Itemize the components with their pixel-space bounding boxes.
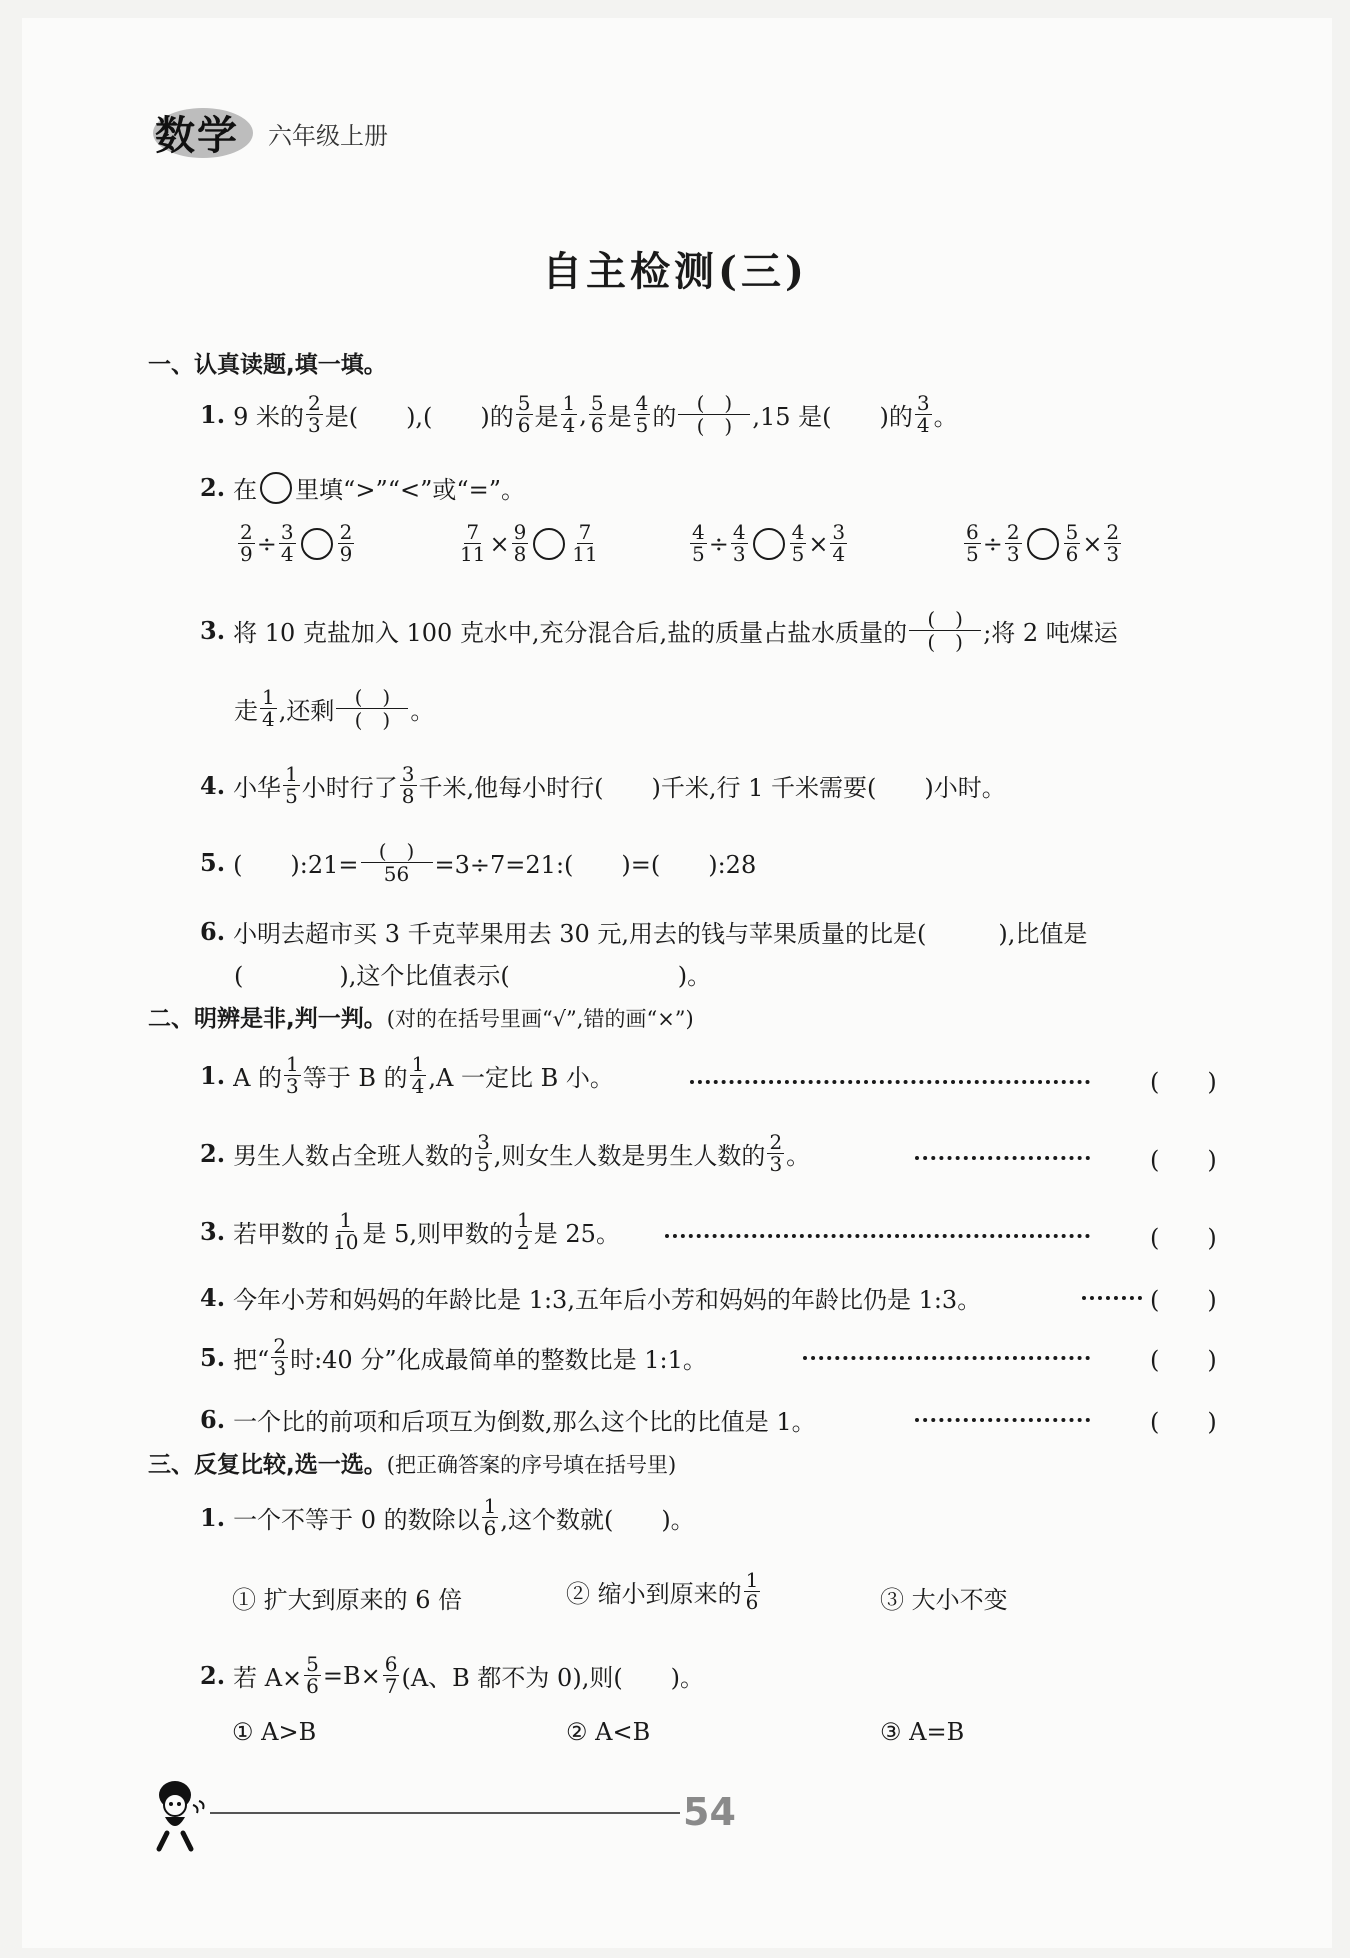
section-3-heading: 三、反复比较,选一选。(把正确答案的序号填在括号里)	[148, 1452, 677, 1478]
q-text: 小华	[233, 774, 282, 802]
answer-blank-fraction[interactable]: ( ) ( )	[336, 686, 408, 731]
q-text: 。	[933, 403, 958, 431]
s1-q4: 4. 小华 $\frac{1}{5}$ 小时行了 $\frac{3}{8}$ 千米,他每小时行( )千米,行 1 千米需要( )小时。	[200, 762, 1006, 808]
dot-leader	[1082, 1296, 1142, 1300]
dot-leader	[915, 1156, 1090, 1160]
q-text: 在	[233, 476, 258, 504]
q-text: 走	[234, 697, 258, 725]
q-text: 9 米的	[233, 403, 304, 431]
s2-q5: 5. 把“ $\frac{2}{3}$ 时:40 分”化成最简单的整数比是 1:1。	[200, 1334, 707, 1380]
footer-rule	[210, 1812, 680, 1814]
compare-circle[interactable]	[753, 528, 785, 560]
s1-q1	[200, 392, 958, 437]
s3-q2-option-3[interactable]: ③ A=B	[880, 1718, 965, 1746]
fraction: $\frac{5}{6}$	[590, 391, 604, 437]
answer-bracket[interactable]: ( )	[1150, 1408, 1217, 1436]
q-number: 5.	[200, 848, 226, 877]
q-text: 将 10 克盐加入 100 克水中,充分混合后,盐的质量占盐水质量的	[233, 619, 908, 647]
answer-bracket[interactable]: ( )	[1150, 1224, 1217, 1252]
q-number: 6.	[200, 917, 226, 946]
s3-q2: 2. 若 A× $\frac{5}{6}$ =B× $\frac{6}{7}$ (A、B 都不为 0),则( )。	[200, 1652, 705, 1698]
fraction: $\frac{5}{6}$	[517, 391, 531, 437]
s1-q6	[200, 914, 1087, 949]
page-number: 54	[683, 1790, 736, 1834]
q-text: 里填“>”“<”或“=”。	[295, 476, 526, 504]
q-text: ,	[579, 400, 587, 429]
compare-circle[interactable]	[1027, 528, 1059, 560]
s3-q1-option-2[interactable]: ② 缩小到原来的 $\frac{1}{6}$	[566, 1568, 759, 1614]
compare-circle[interactable]	[533, 528, 565, 560]
s2-q6: 6. 一个比的前项和后项互为倒数,那么这个比的比值是 1。	[200, 1405, 816, 1436]
q-text: 是	[607, 403, 632, 431]
fraction: $\frac{2}{3}$	[307, 391, 321, 437]
q-text: 的	[652, 403, 677, 431]
dot-leader	[690, 1080, 1090, 1084]
q-number: 1.	[200, 400, 226, 429]
q-text: 是	[534, 403, 559, 431]
compare-circle[interactable]	[301, 528, 333, 560]
circle-icon	[260, 472, 292, 504]
q-text: 。	[410, 697, 435, 725]
q-text: 千米,他每小时行( )千米,行 1 千米需要( )小时。	[418, 774, 1006, 802]
grade-label: 六年级上册	[268, 122, 388, 150]
s2-q2: 2. 男生人数占全班人数的 $\frac{3}{5}$ ,则女生人数是男生人数的 $\frac{2}{3}$ 。	[200, 1130, 811, 1176]
answer-bracket[interactable]: ( )	[1150, 1346, 1217, 1374]
section-2-note: (对的在括号里画“√”,错的画“×”)	[386, 1007, 694, 1031]
q-number: 2.	[200, 473, 226, 502]
dot-leader	[915, 1418, 1090, 1422]
q-text: =3÷7=21:( )=( ):28	[434, 851, 757, 879]
s3-q1-option-1[interactable]: ① 扩大到原来的 6 倍	[232, 1586, 463, 1614]
q-text: ,15 是( )的	[752, 403, 913, 431]
subject-label: 数学	[155, 113, 239, 159]
section-3-note: (把正确答案的序号填在括号里)	[386, 1453, 677, 1477]
s3-q2-option-1[interactable]: ① A>B	[232, 1718, 317, 1746]
q-text: ( ):21=	[233, 851, 359, 879]
fraction: $\frac{1}{4}$	[562, 391, 576, 437]
section-1-heading: 一、认真读题,填一填。	[148, 352, 387, 378]
s1-q5: 5. ( ):21= ( ) 56 =3÷7=21:( )=( ):28	[200, 839, 757, 886]
s1-q2-expr-2: $\frac{7}{11}$ × $\frac{9}{8}$ $\frac{7}{11}$	[460, 520, 598, 566]
fraction: $\frac{4}{5}$	[635, 391, 649, 437]
answer-blank-fraction[interactable]: ( ) ( )	[909, 608, 981, 653]
dot-leader	[803, 1356, 1090, 1360]
s3-q2-option-2[interactable]: ② A<B	[566, 1718, 651, 1746]
answer-bracket[interactable]: ( )	[1150, 1286, 1217, 1314]
q-number: 4.	[200, 771, 226, 800]
s1-q2-expr-4: $\frac{6}{5}$ ÷ $\frac{2}{3}$ $\frac{5}{6}$ × $\frac{2}{3}$	[966, 520, 1120, 566]
page-title: 自主检测(三)	[542, 248, 808, 295]
q-text: 小明去超市买 3 千克苹果用去 30 元,用去的钱与苹果质量的比是( ),比值是	[233, 920, 1088, 948]
s3-q1: 1. 一个不等于 0 的数除以 $\frac{1}{6}$ ,这个数就( )。	[200, 1494, 695, 1540]
s1-q3-cont: 走 $\frac{1}{4}$ ,还剩 ( ) ( ) 。	[234, 685, 435, 732]
answer-blank-fraction[interactable]: ( ) ( )	[678, 392, 750, 437]
s1-q2-expr-3: $\frac{4}{5}$ ÷ $\frac{4}{3}$ $\frac{4}{5}$ × $\frac{3}{4}$	[692, 520, 846, 566]
s1-q6-cont	[234, 956, 711, 991]
s1-q3	[200, 608, 1118, 653]
s2-q1: 1. A 的 $\frac{1}{3}$ 等于 B 的 $\frac{1}{4}$ ,A 一定比 B 小。	[200, 1052, 614, 1098]
q-text: 是( ),( )的	[324, 403, 514, 431]
section-2-heading: 二、明辨是非,判一判。(对的在括号里画“√”,错的画“×”)	[148, 1006, 694, 1032]
q-text: 小时行了	[301, 774, 398, 802]
s1-q2	[200, 470, 525, 505]
q-text: ;将 2 吨煤运	[983, 619, 1118, 647]
s3-q1-option-3[interactable]: ③ 大小不变	[880, 1586, 1008, 1614]
answer-bracket[interactable]: ( )	[1150, 1146, 1217, 1174]
answer-bracket[interactable]: ( )	[1150, 1068, 1217, 1096]
fraction: $\frac{3}{4}$	[916, 391, 930, 437]
q-number: 3.	[200, 616, 226, 645]
mascot-icon	[145, 1775, 213, 1855]
dot-leader	[665, 1234, 1090, 1238]
s2-q3: 3. 若甲数的 $\frac{1}{10}$ 是 5,则甲数的 $\frac{1}{2}$ 是 25。	[200, 1208, 620, 1254]
s1-q2-expr-1: $\frac{2}{9}$ ÷ $\frac{3}{4}$ $\frac{2}{9}$	[240, 520, 353, 566]
q-text: ( ),这个比值表示( )。	[234, 962, 712, 990]
q-text: ,还剩	[278, 697, 335, 725]
s2-q4: 4. 今年小芳和妈妈的年龄比是 1:3,五年后小芳和妈妈的年龄比仍是 1:3。	[200, 1283, 982, 1314]
